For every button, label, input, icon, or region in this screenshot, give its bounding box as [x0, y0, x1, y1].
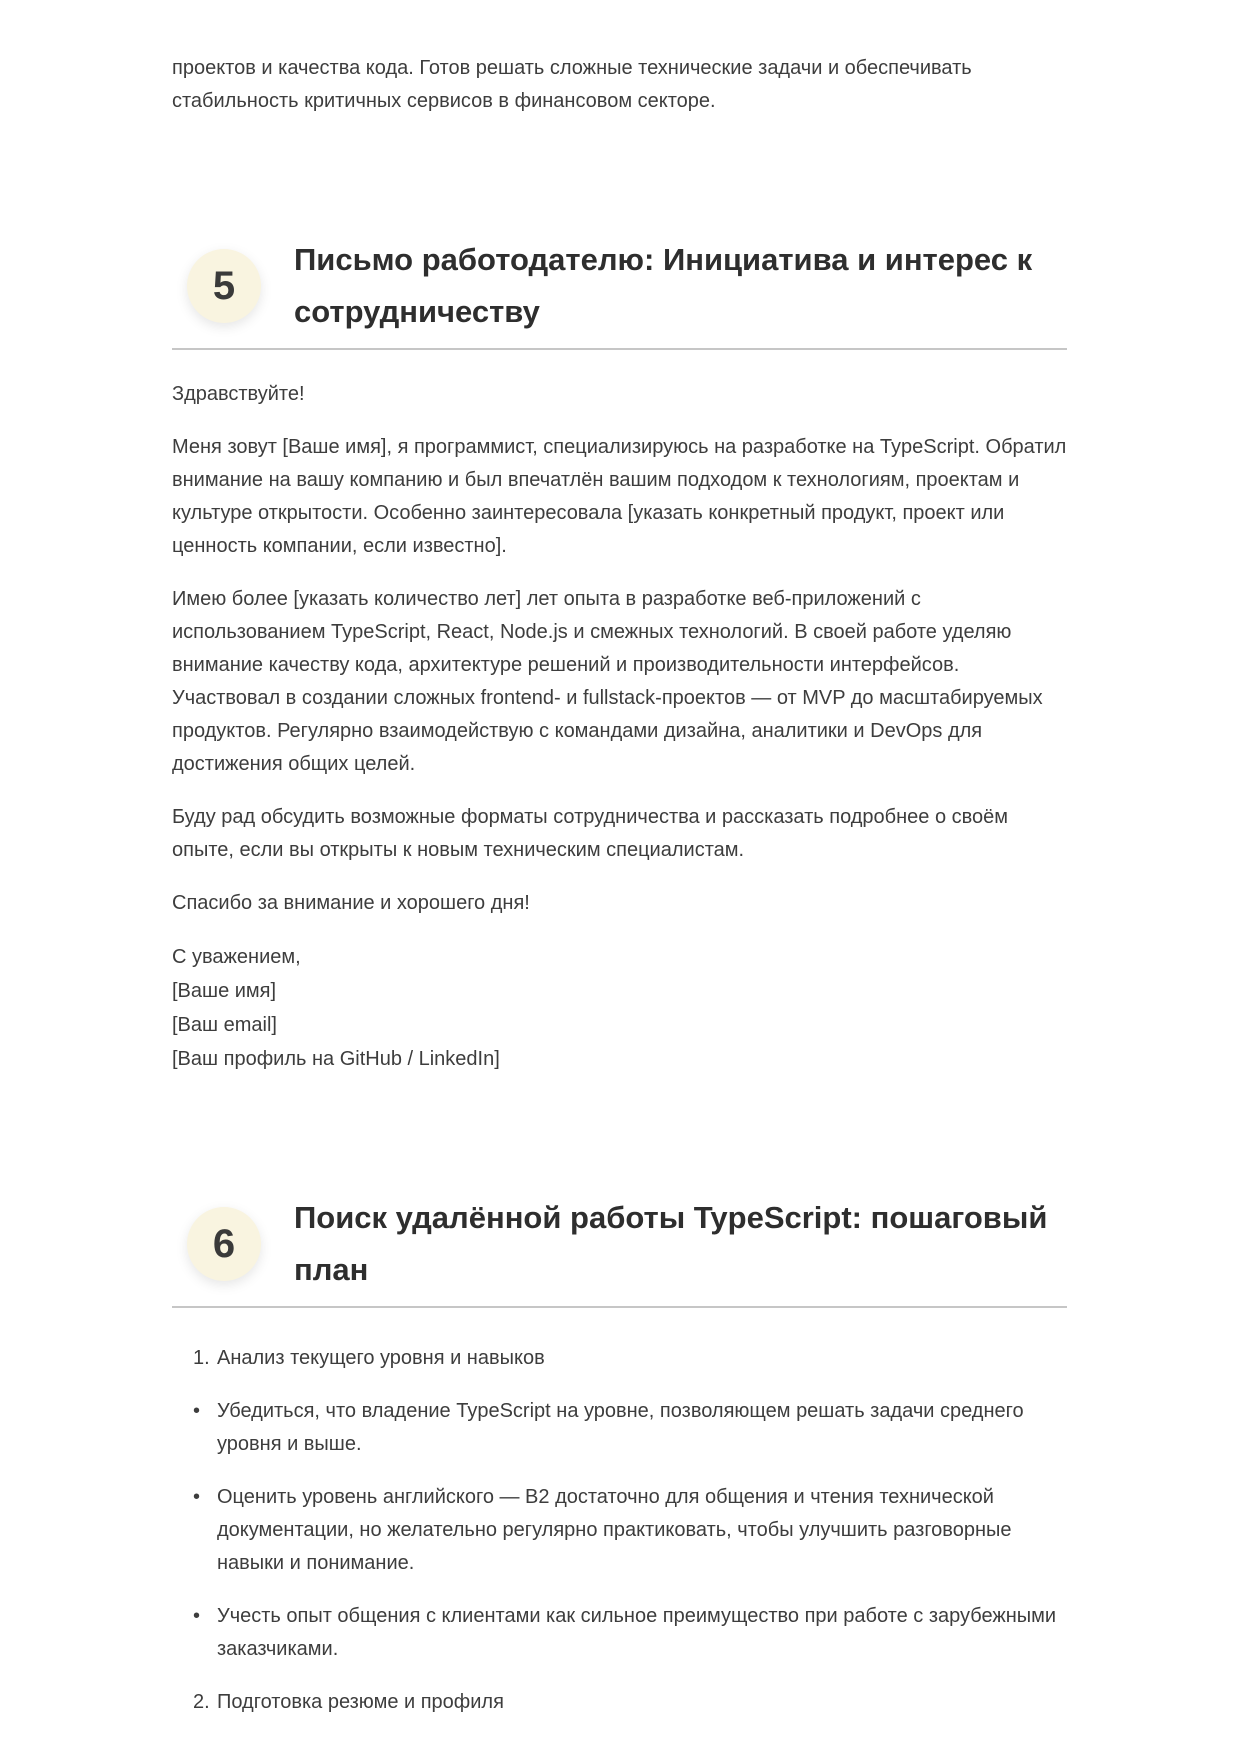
section-5-body: [172, 378, 1067, 1076]
paragraph-offer: Буду рад обсудить возможные форматы сотрудничества и рассказать подробнее о своём опыте, если вы открыты к новым техническим специалистам.: [172, 806, 1009, 861]
list-item-text: Оценить уровень английского — B2 достаточно для общения и чтения технической документации, но желательно регулярно практиковать, чтобы улучшить разговорные навыки и понимание.: [217, 1486, 1012, 1574]
list-item-text: Подготовка резюме и профиля: [217, 1691, 504, 1713]
list-item: [172, 1686, 1067, 1719]
section-5-header: [187, 234, 1067, 338]
section-5-title: Письмо работодателю: Инициатива и интерес к сотрудничеству: [294, 242, 1033, 329]
section-6: [172, 1192, 1067, 1719]
paragraph-greeting: Здравствуйте!: [172, 383, 305, 405]
list-marker: 1.: [193, 1347, 210, 1369]
bullet-icon: •: [193, 1605, 201, 1627]
signature-block: [172, 940, 1067, 1076]
section-6-title: Поиск удалённой работы TypeScript: пошаговый план: [294, 1200, 1048, 1287]
list-marker: 2.: [193, 1691, 210, 1713]
paragraph-thanks: Спасибо за внимание и хорошего дня!: [172, 892, 530, 914]
section-6-number-badge: 6: [187, 1207, 261, 1281]
section-5-number-badge: 5: [187, 249, 261, 323]
list-item: [172, 1600, 1067, 1666]
list-item-text: Анализ текущего уровня и навыков: [217, 1347, 545, 1369]
intro-paragraph: проектов и качества кода. Готов решать сложные технические задачи и обеспечивать стабильность критичных сервисов в финансовом секторе.: [172, 57, 972, 112]
signature-line-profile: [Ваш профиль на GitHub / LinkedIn]: [172, 1048, 500, 1070]
bullet-icon: •: [193, 1486, 201, 1508]
signature-line-name: [Ваше имя]: [172, 980, 277, 1002]
section-6-header: [187, 1192, 1067, 1296]
bullet-icon: •: [193, 1400, 201, 1422]
signature-line-email: [Ваш email]: [172, 1014, 277, 1036]
section-5: [172, 234, 1067, 1076]
paragraph-introduction: Меня зовут [Ваше имя], я программист, специализируюсь на разработке на TypeScript. Обратил внимание на вашу компанию и был впечатлён вашим подходом к технологиям, проектам и культуре открытости. Особенно заинтересовала [указать конкретный продукт, проект или ценность компании, если известно].: [172, 436, 1067, 557]
list-item: [172, 1395, 1067, 1461]
section-5-divider: [172, 348, 1067, 350]
list-item: [172, 1481, 1067, 1580]
list-item: [172, 1342, 1067, 1375]
step-list: [172, 1342, 1067, 1719]
list-item-text: Убедиться, что владение TypeScript на уровне, позволяющем решать задачи среднего уровня и выше.: [217, 1400, 1024, 1455]
signature-line-regards: С уважением,: [172, 946, 301, 968]
paragraph-experience: Имею более [указать количество лет] лет опыта в разработке веб-приложений с использованием TypeScript, React, Node.js и смежных технологий. В своей работе уделяю внимание качеству кода, архитектуре решений и производительности интерфейсов. Участвовал в создании сложных frontend- и fullstack-проектов — от MVP до масштабируемых продуктов. Регулярно взаимодействую с командами дизайна, аналитики и DevOps для достижения общих целей.: [172, 588, 1043, 775]
list-item-text: Учесть опыт общения с клиентами как сильное преимущество при работе с зарубежными заказчиками.: [217, 1605, 1057, 1660]
section-6-divider: [172, 1306, 1067, 1308]
